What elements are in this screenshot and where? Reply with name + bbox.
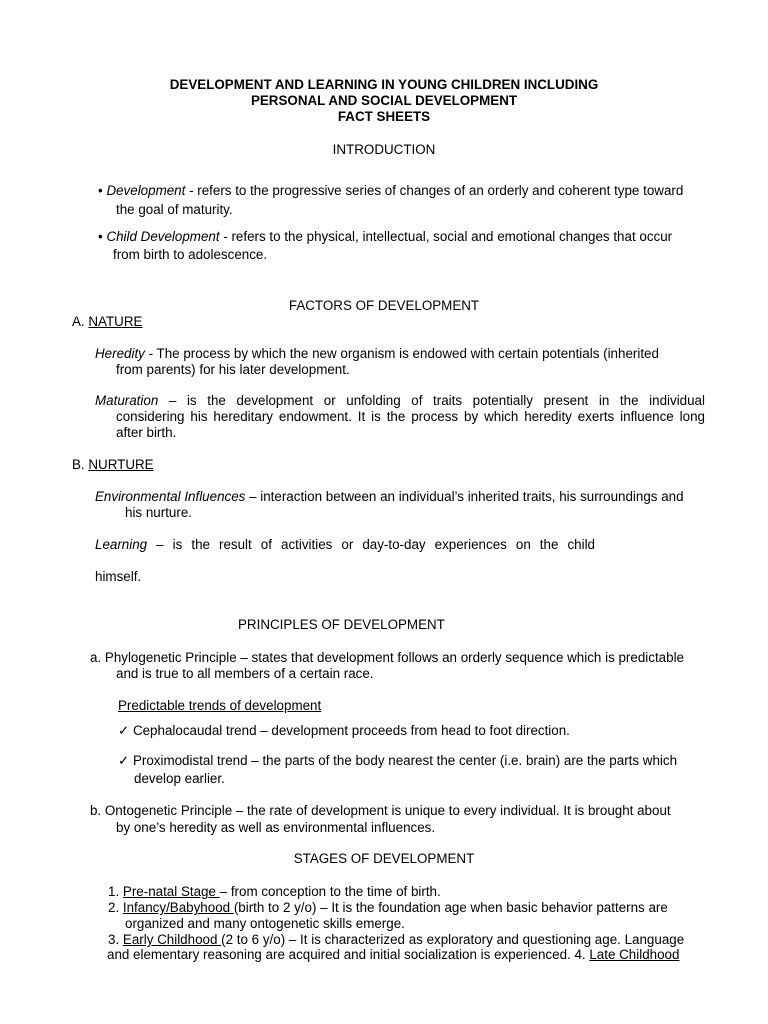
stage-text: (birth to 2 y/o) – It is the foundation age when basic behavior patterns are: [233, 900, 668, 915]
nurture-heading: [72, 457, 154, 473]
nature-label: NATURE: [88, 314, 143, 329]
stage-label-late-childhood: Late Childhood: [589, 947, 680, 962]
environmental-influences-text: – interaction between an individual’s inherited traits, his surroundings and: [245, 489, 684, 504]
document-title-line-3: FACT SHEETS: [337, 109, 431, 124]
stage-text: and elementary reasoning are acquired and initial socialization is experienced. 4.: [107, 947, 590, 962]
child-development-definition: [98, 229, 672, 245]
nature-heading: [72, 314, 142, 330]
stage-infancy-continued: organized and many ontogenetic skills emerge.: [125, 916, 405, 931]
maturation-definition: [95, 393, 705, 409]
heredity-definition: [95, 346, 659, 362]
factors-heading: FACTORS OF DEVELOPMENT: [288, 298, 480, 313]
heredity-text-continued: from parents) for his later development.: [116, 362, 350, 377]
development-definition: [98, 183, 683, 199]
stage-label: Early Childhood: [122, 932, 222, 947]
nurture-label: NURTURE: [88, 457, 154, 472]
heredity-text: - The process by which the new organism is endowed with certain potentials (inherited: [144, 346, 659, 361]
child-development-text-continued: from birth to adolescence.: [113, 247, 268, 262]
stage-infancy: [108, 900, 668, 916]
ontogenetic-principle-continued: by one’s heredity as well as environmental influences.: [116, 820, 436, 835]
stage-label: Infancy/Babyhood: [122, 900, 234, 915]
child-development-term: Child Development: [106, 229, 220, 244]
nature-prefix: A.: [72, 314, 89, 329]
stages-heading: STAGES OF DEVELOPMENT: [293, 851, 475, 866]
stage-early-childhood: [108, 932, 684, 948]
maturation-term: Maturation: [95, 393, 159, 408]
learning-text: – is the result of activities or day-to-day experiences on the child: [147, 537, 595, 552]
stage-text: – from conception to the time of birth.: [219, 884, 441, 899]
document-title-line-1: DEVELOPMENT AND LEARNING IN YOUNG CHILDREN INCLUDING: [169, 77, 599, 92]
stage-text: (2 to 6 y/o) – It is characterized as exploratory and questioning age. Language: [221, 932, 685, 947]
maturation-text: – is the development or unfolding of traits potentially present in the individual: [158, 393, 705, 408]
environmental-influences-definition: [95, 489, 684, 505]
development-text-continued: the goal of maturity.: [116, 202, 233, 217]
bullet: •: [98, 229, 103, 244]
learning-definition: [95, 537, 595, 553]
stage-number: 3.: [108, 932, 123, 947]
stage-label: Pre-natal Stage: [122, 884, 220, 899]
proximodistal-trend-continued: develop earlier.: [134, 771, 225, 786]
learning-term: Learning: [95, 537, 148, 552]
predictable-trends-heading: Predictable trends of development: [118, 698, 322, 713]
introduction-heading: INTRODUCTION: [332, 142, 436, 157]
ontogenetic-principle: b. Ontogenetic Principle – the rate of development is unique to every individual. It is brought about: [90, 803, 671, 818]
document-title-line-2: PERSONAL AND SOCIAL DEVELOPMENT: [250, 93, 518, 108]
stage-prenatal: [108, 884, 441, 900]
child-development-text: - refers to the physical, intellectual, social and emotional changes that occur: [219, 229, 673, 244]
nurture-prefix: B.: [72, 457, 89, 472]
proximodistal-trend: ✓ Proximodistal trend – the parts of the body nearest the center (i.e. brain) are the parts which: [118, 753, 678, 768]
environmental-influences-text-continued: his nurture.: [125, 505, 192, 520]
development-term: Development: [106, 183, 186, 198]
heredity-term: Heredity: [95, 346, 145, 361]
bullet: •: [98, 183, 103, 198]
development-text: - refers to the progressive series of changes of an orderly and coherent type toward: [185, 183, 684, 198]
phylogenetic-principle-continued: and is true to all members of a certain race.: [116, 666, 374, 681]
stage-number: 1.: [108, 884, 123, 899]
stage-number: 2.: [108, 900, 123, 915]
learning-text-continued: himself.: [95, 569, 142, 584]
maturation-text-line-3: after birth.: [116, 425, 177, 440]
phylogenetic-principle: a. Phylogenetic Principle – states that development follows an orderly sequence which is predictable: [90, 650, 684, 665]
maturation-text-line-2: considering his hereditary endowment. It is the process by which heredity exerts influence long: [116, 409, 705, 424]
cephalocaudal-trend: ✓ Cephalocaudal trend – development proceeds from head to foot direction.: [118, 723, 570, 738]
environmental-influences-term: Environmental Influences: [95, 489, 246, 504]
stage-early-childhood-continued: [107, 947, 679, 963]
principles-heading: PRINCIPLES OF DEVELOPMENT: [238, 617, 445, 632]
